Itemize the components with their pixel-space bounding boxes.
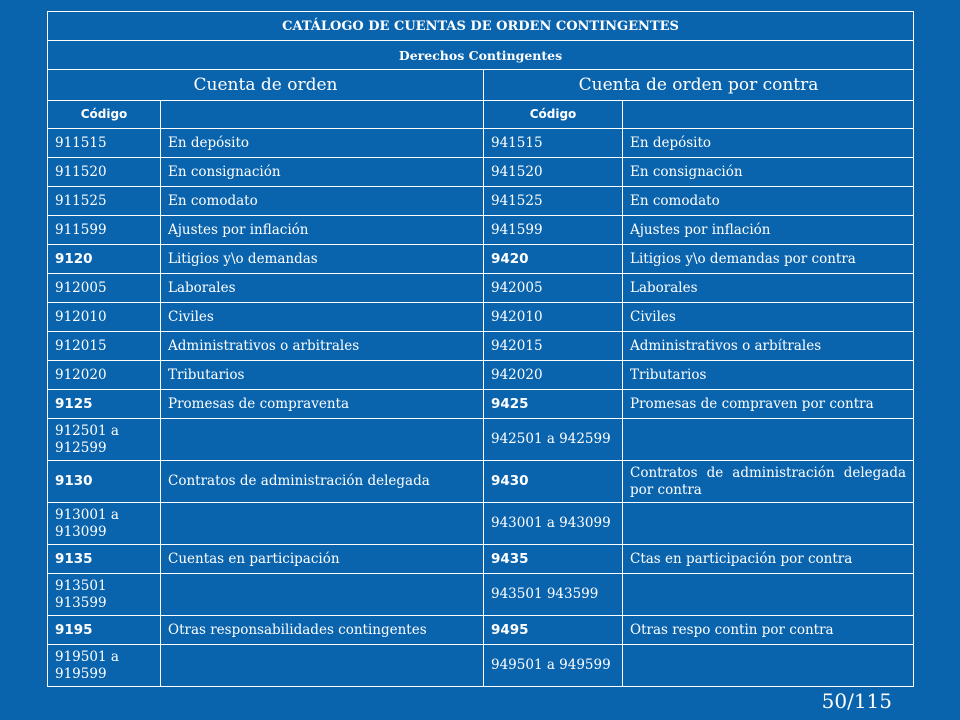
description-cell: Contratos de administración delegada xyxy=(161,461,484,503)
description-cell xyxy=(161,574,484,616)
contra-code-cell: 942010 xyxy=(484,303,623,332)
description-cell: Otras responsabilidades contingentes xyxy=(161,616,484,645)
contra-description-cell: Otras respo contin por contra xyxy=(623,616,914,645)
code-cell: 911525 xyxy=(48,187,161,216)
code-cell: 912015 xyxy=(48,332,161,361)
code-cell: 9135 xyxy=(48,545,161,574)
description-cell: Laborales xyxy=(161,274,484,303)
contra-code-cell: 941599 xyxy=(484,216,623,245)
contra-description-cell: Tributarios xyxy=(623,361,914,390)
contra-description-cell: Laborales xyxy=(623,274,914,303)
code-label-right: Código xyxy=(484,101,623,129)
contra-description-cell: Contratos de administración delegada por contra xyxy=(623,461,914,503)
table-row xyxy=(48,419,914,461)
contra-description-cell: En consignación xyxy=(623,158,914,187)
code-cell: 9120 xyxy=(48,245,161,274)
table-row xyxy=(48,158,914,187)
code-cell: 913001 a 913099 xyxy=(48,503,161,545)
description-cell: Litigios y\o demandas xyxy=(161,245,484,274)
description-cell: En depósito xyxy=(161,129,484,158)
table-row xyxy=(48,332,914,361)
table-row xyxy=(48,129,914,158)
contra-description-cell: En comodato xyxy=(623,187,914,216)
contra-code-cell: 941515 xyxy=(484,129,623,158)
description-cell: Tributarios xyxy=(161,361,484,390)
code-cell: 913501 913599 xyxy=(48,574,161,616)
table-row xyxy=(48,390,914,419)
contra-code-cell: 9430 xyxy=(484,461,623,503)
header-cuenta-contra: Cuenta de orden por contra xyxy=(484,70,914,101)
contra-description-cell xyxy=(623,574,914,616)
code-cell: 9130 xyxy=(48,461,161,503)
contra-code-cell: 942020 xyxy=(484,361,623,390)
table-row xyxy=(48,645,914,687)
contra-description-cell: Civiles xyxy=(623,303,914,332)
contra-description-cell xyxy=(623,503,914,545)
page-number: 50/115 xyxy=(821,689,892,713)
contra-code-cell: 942015 xyxy=(484,332,623,361)
blank-header-left xyxy=(161,101,484,129)
description-cell xyxy=(161,645,484,687)
contra-description-cell: Ctas en participación por contra xyxy=(623,545,914,574)
code-cell: 912020 xyxy=(48,361,161,390)
description-cell xyxy=(161,419,484,461)
table-row xyxy=(48,461,914,503)
contra-code-cell: 9420 xyxy=(484,245,623,274)
table-row xyxy=(48,616,914,645)
table-row xyxy=(48,187,914,216)
contra-code-cell: 942501 a 942599 xyxy=(484,419,623,461)
code-cell: 911599 xyxy=(48,216,161,245)
table-row xyxy=(48,245,914,274)
contra-description-cell xyxy=(623,419,914,461)
table-row xyxy=(48,216,914,245)
table-title: CATÁLOGO DE CUENTAS DE ORDEN CONTINGENTES xyxy=(48,12,914,41)
code-cell: 912010 xyxy=(48,303,161,332)
contra-code-cell: 949501 a 949599 xyxy=(484,645,623,687)
table-subtitle: Derechos Contingentes xyxy=(48,41,914,70)
description-cell: Administrativos o arbitrales xyxy=(161,332,484,361)
contra-code-cell: 942005 xyxy=(484,274,623,303)
contra-code-cell: 943501 943599 xyxy=(484,574,623,616)
description-cell: Cuentas en participación xyxy=(161,545,484,574)
description-cell: En comodato xyxy=(161,187,484,216)
catalog-table xyxy=(47,11,914,687)
description-cell: Promesas de compraventa xyxy=(161,390,484,419)
blank-header-right xyxy=(623,101,914,129)
code-cell: 911520 xyxy=(48,158,161,187)
description-cell: Civiles xyxy=(161,303,484,332)
code-cell: 9125 xyxy=(48,390,161,419)
contra-code-cell: 9495 xyxy=(484,616,623,645)
contra-code-cell: 9435 xyxy=(484,545,623,574)
table-row xyxy=(48,503,914,545)
contra-description-cell: Administrativos o arbítrales xyxy=(623,332,914,361)
contra-code-cell: 941525 xyxy=(484,187,623,216)
contra-code-cell: 9425 xyxy=(484,390,623,419)
contra-description-cell xyxy=(623,645,914,687)
code-cell: 912501 a 912599 xyxy=(48,419,161,461)
code-cell: 912005 xyxy=(48,274,161,303)
description-cell xyxy=(161,503,484,545)
description-cell: Ajustes por inflación xyxy=(161,216,484,245)
contra-code-cell: 943001 a 943099 xyxy=(484,503,623,545)
contra-description-cell: Ajustes por inflación xyxy=(623,216,914,245)
table-row xyxy=(48,361,914,390)
contra-description-cell: En depósito xyxy=(623,129,914,158)
table-row xyxy=(48,574,914,616)
code-cell: 9195 xyxy=(48,616,161,645)
description-cell: En consignación xyxy=(161,158,484,187)
header-cuenta-orden: Cuenta de orden xyxy=(48,70,484,101)
contra-description-cell: Promesas de compraven por contra xyxy=(623,390,914,419)
table-row xyxy=(48,303,914,332)
code-cell: 919501 a 919599 xyxy=(48,645,161,687)
table-row xyxy=(48,274,914,303)
code-cell: 911515 xyxy=(48,129,161,158)
contra-description-cell: Litigios y\o demandas por contra xyxy=(623,245,914,274)
code-label-left: Código xyxy=(48,101,161,129)
contra-code-cell: 941520 xyxy=(484,158,623,187)
table-row xyxy=(48,545,914,574)
